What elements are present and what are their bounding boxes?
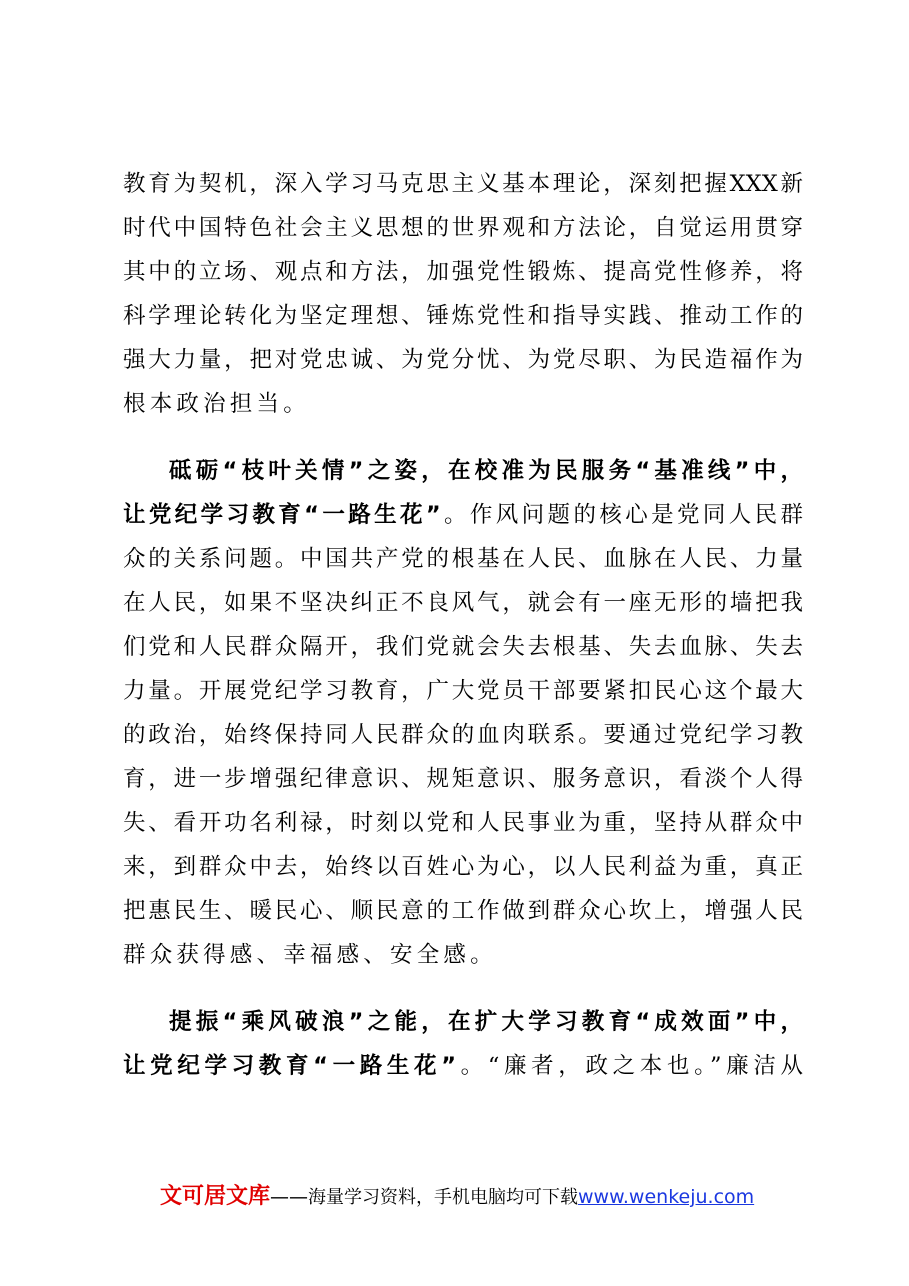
footer-description: 海量学习资料，手机电脑均可下载 — [308, 1187, 579, 1208]
para2-line-6: 力量。开展党纪学习教育，广大党员干部要紧扣民心这个最大 — [123, 678, 803, 704]
footer-brand: 文可居文库 — [160, 1184, 271, 1209]
para2-line-2-rest: 。作风问题的核心是党同人民群 — [440, 502, 803, 528]
body-line-6: 根本政治担当。 — [123, 391, 310, 417]
para2-line-12: 群众获得感、幸福感、安全感。 — [123, 942, 497, 968]
para3-line-2 — [123, 1044, 803, 1088]
para3-heading-line-1: 提振“乘风破浪”之能，在扩大学习教育“成效面”中， — [169, 1009, 803, 1035]
para2-line-8: 育，进一步增强纪律意识、规矩意识、服务意识，看淡个人得 — [123, 766, 803, 792]
para3-line-2-rest: 。“廉者，政之本也。”廉洁从 — [456, 1053, 803, 1079]
body-line-3: 其中的立场、观点和方法，加强党性锻炼、提高党性修养，将 — [123, 259, 803, 285]
para2-line-11: 把惠民生、暖民心、顺民意的工作做到群众心坎上，增强人民 — [123, 898, 803, 924]
footer-dash: —— — [270, 1186, 309, 1208]
footer-link[interactable]: www.wenkeju.com — [578, 1186, 755, 1208]
body-line-5: 强大力量，把对党忠诚、为党分忧、为党尽职、为民造福作为 — [123, 347, 803, 373]
footer — [160, 1180, 754, 1214]
para3-heading-line-2: 让党纪学习教育“一路生花” — [123, 1053, 456, 1079]
body-line-2: 时代中国特色社会主义思想的世界观和方法论，自觉运用贯穿 — [123, 215, 803, 241]
para2-line-4: 在人民，如果不坚决纠正不良风气，就会有一座无形的墙把我 — [123, 590, 803, 616]
body-line-1: 教育为契机，深入学习马克思主义基本理论，深刻把握XXX新 — [123, 171, 803, 197]
para2-line-7: 的政治，始终保持同人民群众的血肉联系。要通过党纪学习教 — [123, 722, 803, 748]
para2-line-2 — [123, 493, 803, 537]
para2-heading-line-2: 让党纪学习教育“一路生花” — [123, 502, 441, 528]
para2-line-5: 们党和人民群众隔开，我们党就会失去根基、失去血脉、失去 — [123, 634, 803, 660]
para2-line-9: 失、看开功名利禄，时刻以党和人民事业为重，坚持从群众中 — [123, 810, 803, 836]
body-line-4: 科学理论转化为坚定理想、锤炼党性和指导实践、推动工作的 — [123, 303, 803, 329]
para2-heading-line-1: 砥砺“枝叶关情”之姿，在校准为民服务“基准线”中， — [169, 458, 803, 484]
para2-line-3: 众的关系问题。中国共产党的根基在人民、血脉在人民、力量 — [123, 546, 803, 572]
para2-line-10: 来，到群众中去，始终以百姓心为心，以人民利益为重，真正 — [123, 854, 803, 880]
